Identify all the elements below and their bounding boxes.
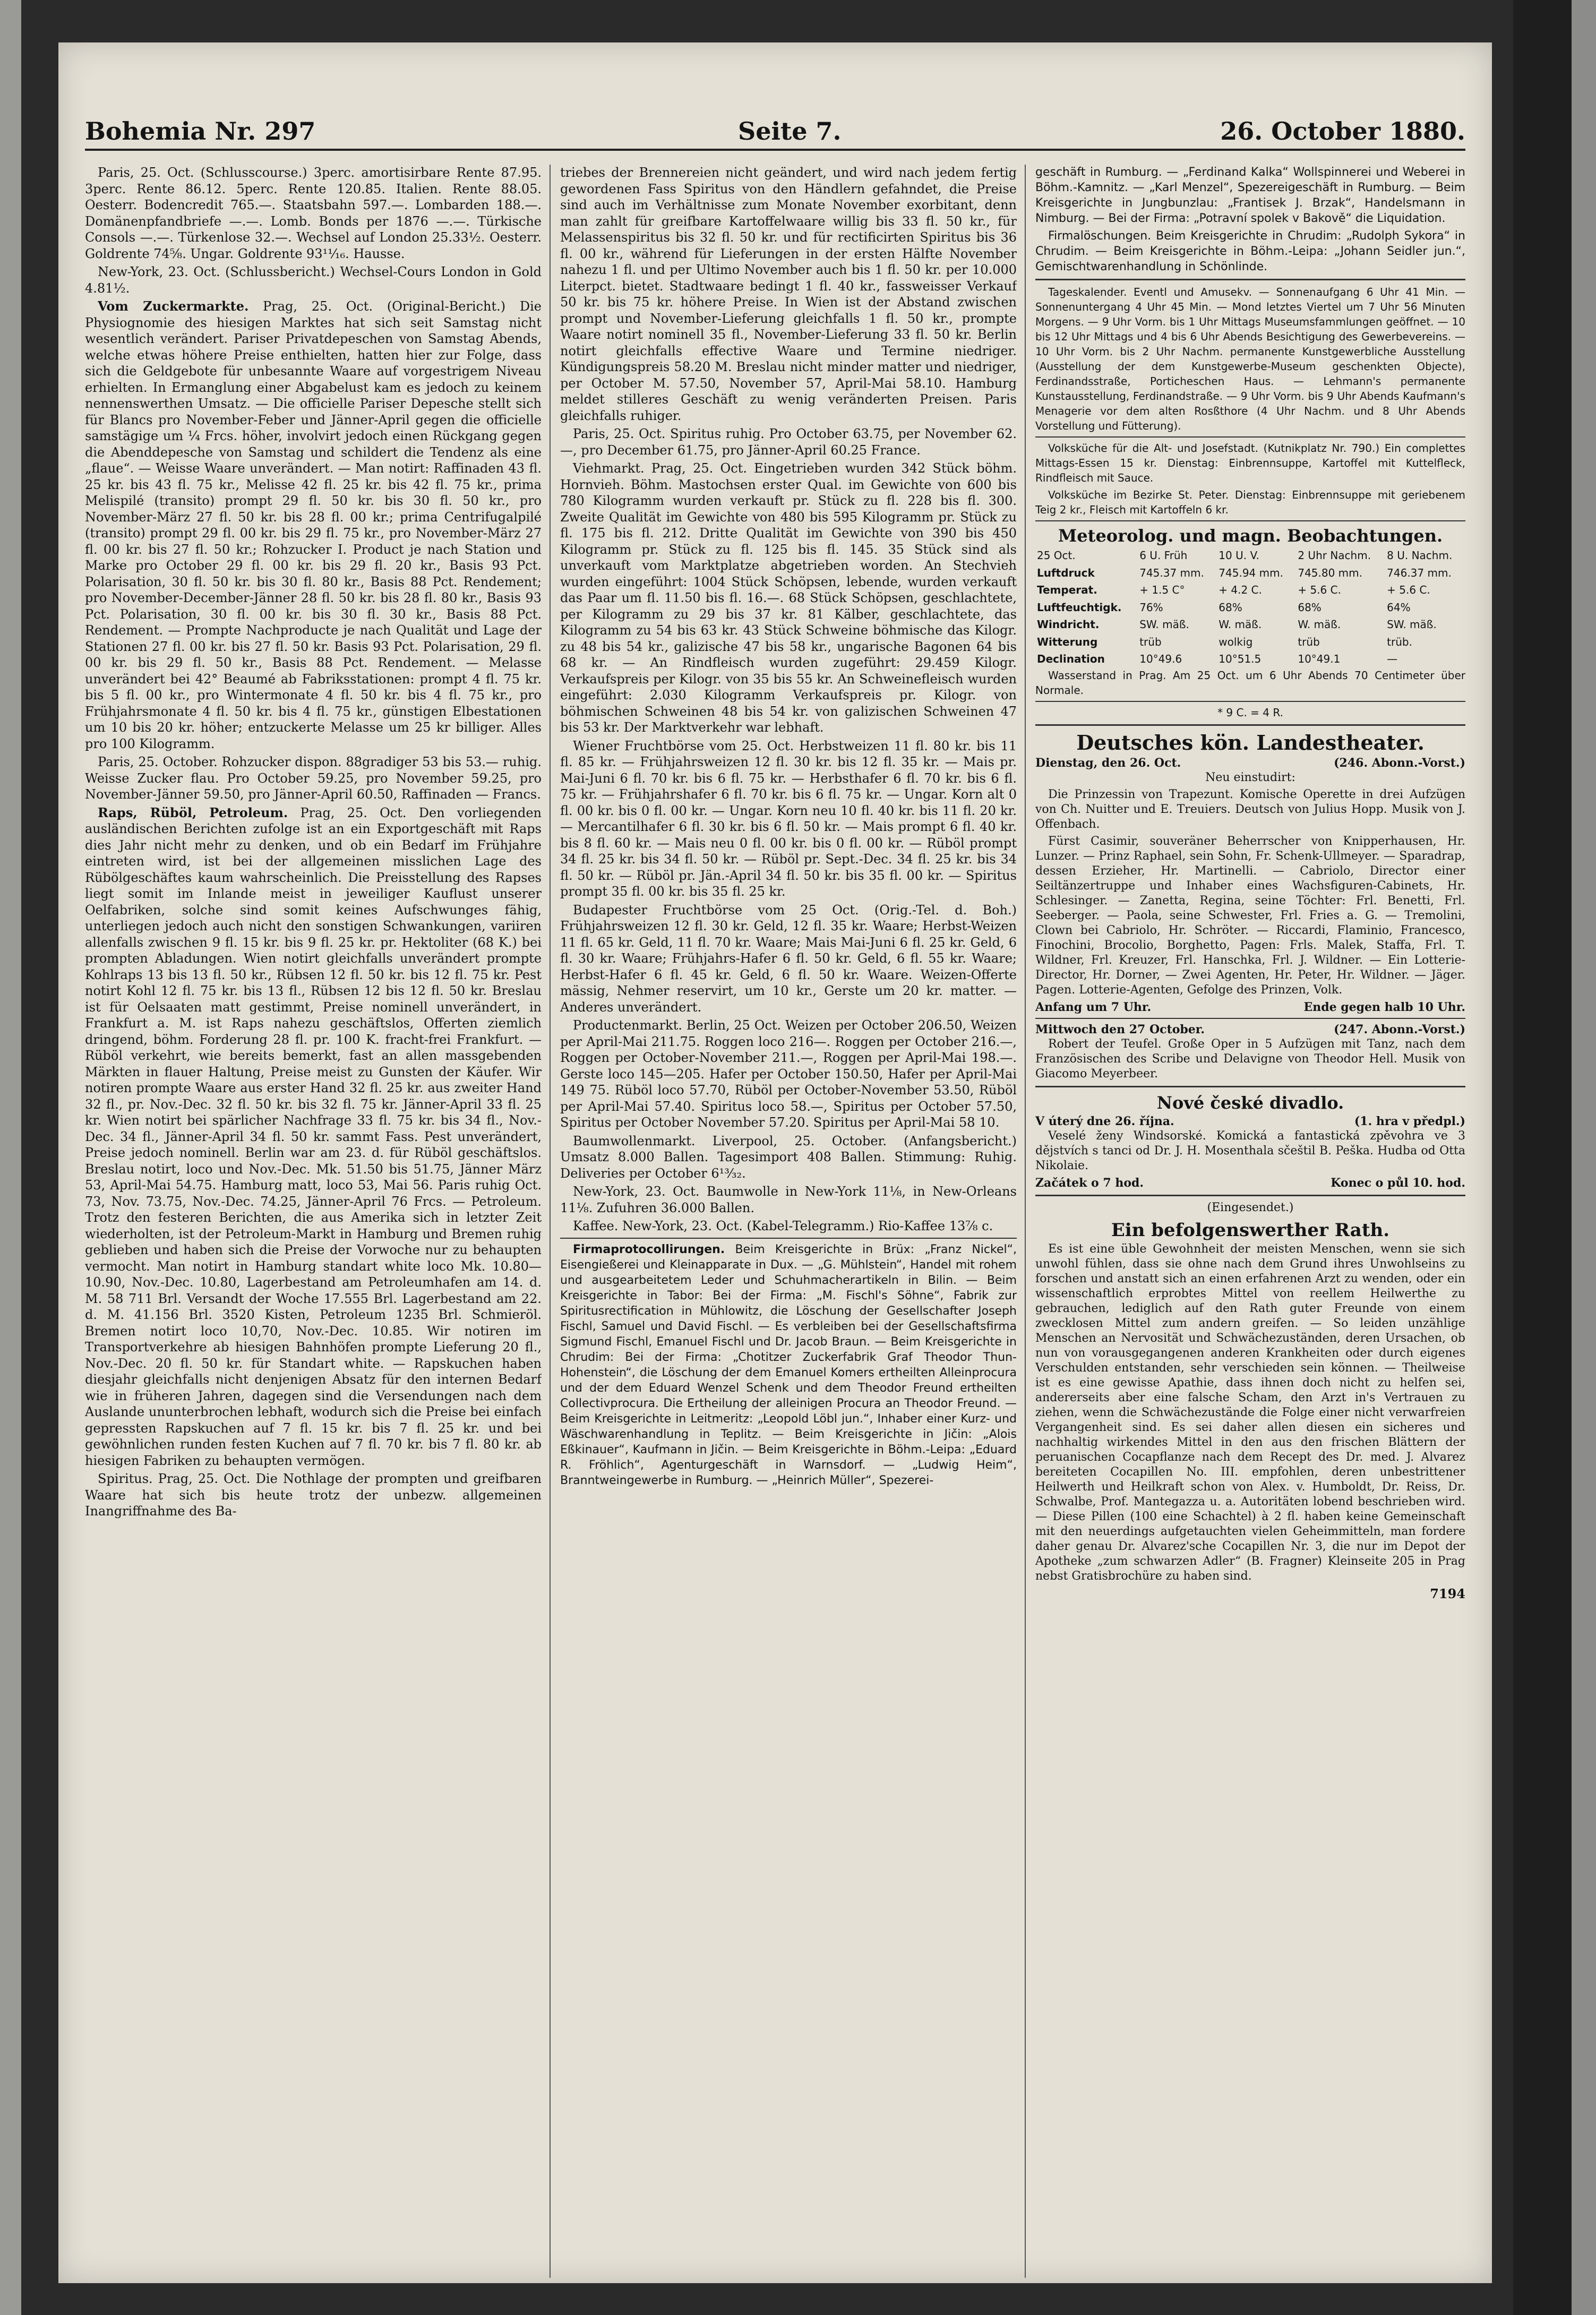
- weather-cell: —: [1387, 653, 1398, 665]
- weather-cell: + 4.2 C.: [1219, 584, 1262, 596]
- german-theater-date-row: [1035, 756, 1465, 770]
- paris-exchange: Paris, 25. Oct. (Schlusscourse.) 3perc. amortisirbare Rente 87.95. 3perc. Rente 86.12. 5perc. Rente 120.85. Italien. Rente 88.05. Oesterr. Bodencredit 765.—. Staatsbahn 597.—. Lombarden 188.—. Domänenpfandbriefe —.—. Lomb. Bonds per 1876 —.—. Türkische Consols —.—. Türkenlose 32.—. Wechsel auf London 25.33½. Oesterr. Goldrente 74⅝. Ungar. Goldrente 93¹¹⁄₁₆. Hausse.: [85, 165, 542, 261]
- soup-kitchen-1: Volksküche für die Alt- und Josefstadt. (Kutnikplatz Nr. 790.) Ein complettes Mittags-Essen 15 kr. Dienstag: Einbrennsuppe, Kartoffel mit Kuttelfleck, Rindfleisch mit Sauce.: [1035, 442, 1465, 484]
- weather-cell: 10°49.6: [1139, 653, 1182, 665]
- czech-theater-play: Veselé ženy Windsorské. Komická a fantastická zpěvohra ve 3 dějstvích s tanci od Dr. J. H. Mosenthala sčeštil B. Peška. Hudba od Otta Nikolaie.: [1035, 1129, 1465, 1172]
- theater-subscription: (246. Abonn.-Vorst.): [1334, 756, 1465, 770]
- weather-label: Temperat.: [1037, 584, 1097, 596]
- page-number: Seite 7.: [738, 117, 842, 145]
- scan-left-edge: [0, 0, 21, 2315]
- masthead-issue: Bohemia Nr. 297: [85, 117, 316, 145]
- column-3: [1035, 165, 1465, 2278]
- weather-label: Windricht.: [1037, 618, 1100, 631]
- weather-cell: + 5.6 C.: [1298, 584, 1341, 596]
- raps-market: [85, 805, 542, 1469]
- page-header: [85, 117, 1465, 151]
- theater2-play: Robert der Teufel. Große Oper in 5 Aufzügen mit Tanz, nach dem Französischen des Scribe und Delavigne von Theodor Hell. Musik von Giacomo Meyerbeer.: [1035, 1037, 1465, 1081]
- ad-number: 7194: [1430, 1585, 1465, 1601]
- column-rule: [550, 165, 551, 2278]
- cotton-market: Baumwollenmarkt. Liverpool, 25. October. (Anfangsbericht.) Umsatz 8.000 Ballen. Tagesimport 408 Ballen. Stimmung: Ruhig. Deliveries per October 6¹³⁄₃₂.: [560, 1133, 1017, 1181]
- weather-cell: 746.37 mm.: [1387, 566, 1452, 579]
- firm-registrations-text: Beim Kreisgerichte in Brüx: „Franz Nickel“, Eisengießerei und Kleinapparate in Dux. — „G. Mühlstein“, Handel mit rohem und ausgearbeitetem Leder und Schuhmacherartikeln in Bilin. — Beim Kreisgerichte in Tabor: Bei der Firma: „M. Fischl's Söhne“, Fabrik zur Spiritusrectification in Mühlowitz, die Löschung der Gesellschafter Joseph Fischl, Samuel und David Fischl. — Es verbleiben bei der Gesellschaftsfirma Sigmund Fischl, Emanuel Fischl und Dr. Jacob Braun. — Beim Kreisgerichte in Chrudim: Bei der Firma: „Chotitzer Zuckerfabrik Graf Theodor Thun-Hohenstein“, die Löschung der dem Emanuel Komers ertheilten Alleinprocura und der dem Eduard Wenzel Schenk und dem Theodor Freund ertheilten Collectivprocura. Die Ertheilung der alleinigen Procura an Theodor Freund. — Beim Kreisgerichte in Leitmeritz: „Leopold Löbl jun.“, Inhaber einer Kurz- und Wäschwarenhandlung in Teplitz. — Beim Kreisgerichte in Jičin: „Alois Eßkinauer“, Kaufmann in Jičin. — Beim Kreisgerichte in Böhm.-Leipa: „Eduard R. Fröhlich“, Agenturgeschäft in Warnsdorf. — „Ludwig Heim“, Branntweingewerbe in Rumburg. — „Heinrich Müller“, Spezerei-: [560, 1242, 1017, 1487]
- temperature-note: * 9 C. = 4 R.: [1217, 706, 1283, 719]
- weather-cell: W. mäß.: [1219, 618, 1262, 631]
- advice-title: Ein befolgenswerther Rath.: [1111, 1219, 1390, 1241]
- newyork-cotton: New-York, 23. Oct. Baumwolle in New-York 11⅛, in New-Orleans 11⅛. Zufuhren 36.000 Ballen.: [560, 1184, 1017, 1215]
- weather-cell: 745.94 mm.: [1219, 566, 1283, 579]
- column-rule: [1025, 165, 1026, 2278]
- theater-play: Die Prinzessin von Trapezunt. Komische Operette in drei Aufzügen von Ch. Nuitter und E. Treuiers. Deutsch von Julius Hopp. Musik von J. Offenbach.: [1035, 787, 1465, 831]
- column-2: [560, 165, 1017, 2278]
- weather-title: Meteorolog. und magn. Beobachtungen.: [1058, 526, 1443, 546]
- weather-cell: trüb.: [1387, 635, 1412, 648]
- theater-start: Anfang um 7 Uhr.: [1035, 1000, 1152, 1014]
- weather-cell: trüb: [1139, 635, 1162, 648]
- water-level: Wasserstand in Prag. Am 25 Oct. um 6 Uhr Abends 70 Centimeter über Normale.: [1035, 668, 1465, 697]
- weather-cell: SW. mäß.: [1139, 618, 1189, 631]
- weather-row: [1035, 599, 1465, 616]
- weather-cell: SW. mäß.: [1387, 618, 1437, 631]
- theater2-date-row: [1035, 1022, 1465, 1037]
- weather-cell: 68%: [1219, 601, 1242, 614]
- weather-table: [1035, 547, 1465, 668]
- weather-row: [1035, 564, 1465, 582]
- weather-head-cell: 2 Uhr Nachm.: [1298, 549, 1371, 562]
- firm-registrations: [560, 1242, 1017, 1488]
- czech-theater-title: Nové české divadlo.: [1156, 1092, 1344, 1113]
- weather-row: [1035, 633, 1465, 651]
- raps-title: Raps, Rüböl, Petroleum.: [98, 804, 288, 820]
- weather-cell: wolkig: [1219, 635, 1253, 648]
- spiritus-continued: triebes der Brennereien nicht geändert, und wird nach jedem fertig gewordenen Fass Spiritus von den Händlern gefahndet, die Preise sind auch im Verhältnisse zum Monate November exorbitant, denn man zahlt für greifbare Kartoffelwaare willig bis 33 fl. 50 kr., für Melassenspiritus bis 32 fl. 50 kr. und für rectificirten Spiritus bis 36 fl. 00 kr., während für Lieferungen in der ersten Hälfte November nahezu 1 fl. und per Ultimo November auch bis 1 fl. 50 kr. per 10.000 Literpct. bietet. Stadtwaare bedingt 1 fl. 40 kr., fassweisser Verkauf 50 kr. bis 75 kr. höhere Preise. In Wien ist der Abstand zwischen prompt und November-Lieferung gleichfalls 1 fl. 50 kr., prompte Waare notirt nominell 35 fl., November-Lieferung 33 fl. 50 kr. Berlin notirt gleichfalls effective Waare und Termine niedriger. Kündigungspreis 58.20 M. Breslau nicht minder matter und niedriger, per October M. 57.50, November 57, April-Mai 58.10. Hamburg meldet stilleres Geschäft zu wenig veränderten Preisen. Paris gleichfalls ruhiger.: [560, 165, 1017, 423]
- theater-times: [1035, 1000, 1465, 1015]
- daily-calendar: Tageskalender. Eventl und Amusekv. — Sonnenaufgang 6 Uhr 41 Min. — Sonnenuntergang 4 Uhr 45 Min. — Mond letztes Viertel um 7 Uhr 56 Minuten Morgens. — 9 Uhr Vorm. bis 1 Uhr Mittags Museumsfammlungen geöffnet. — 10 bis 12 Uhr Mittags und 4 bis 6 Uhr Abends Besichtigung des Gewerbevereins. — 10 Uhr Vorm. bis 2 Uhr Nachm. permanente Kunstgewerbliche Ausstellung (Ausstellung der dem Kunstgewerbe-Museum geschenkten Objecte), Ferdinandsstraße, Porticheschen Haus. — Lehmann's permanente Kunstausstellung, Ferdinandstraße. — 9 Uhr Vorm. bis 9 Uhr Abends Kaufmann's Menagerie vor dem alten Rosßthore (4 Uhr Nachm. und 8 Uhr Abends Vorstellung und Fütterung).: [1035, 286, 1465, 432]
- produce-market: Productenmarkt. Berlin, 25 Oct. Weizen per October 206.50, Weizen per April-Mai 211.75. Roggen loco 216—. Roggen per October 216.—, Roggen per October-November 211.—, Roggen per April-Mai 198.—. Gerste loco 145—205. Hafer per October 150.50, Hafer per April-Mai 149 75. Rüböl loco 57.70, Rüböl per October-November 53.50, Rüböl per April-Mai 57.40. Spiritus loco 58.—, Spiritus per October 57.50, Spiritus per October November 57.20. Spiritus per April-Mai 58 10.: [560, 1018, 1017, 1130]
- scan-right-edge: [1572, 0, 1596, 2315]
- advice-text: Es ist eine üble Gewohnheit der meisten Menschen, wenn sie sich unwohl fühlen, dass sie ohne nach dem Grund ihres Unwohlseins zu forschen und anstatt sich an einen erfahrenen Arzt zu wenden, oder ein wissenschaftlich erprobtes Mittel von reellem Heilwerthe zu gebrauchen, lediglich auf den Rath guter Freunde von einem zwecklosen Mittel zum andern greifen. — So leiden unzählige Menschen an Nervosität und Schwächezuständen, deren Ursachen, ob nun von vorausgegangenen anderen Krankheiten oder durch eigenes Verschulden entstanden, sehr verschieden sein können. — Theilweise ist es eine gewisse Apathie, dass ihnen doch nicht zu helfen sei, andererseits aber eine falsche Scham, den Arzt in's Vertrauen zu ziehen, wenn die Schwächezustände die Folge einer nicht verwarfreien Vergangenheit sind. Es sei daher allen diesen ein sicheres und nachhaltig wirkendes Mittel in den aus den frischen Blättern der peruanischen Cocapflanze nach dem Recept des Dr. med. J. Alvarez bereiteten Cocapillen No. III. empfohlen, deren unbestrittener Heilwerth und Heilkraft schon von Alex. v. Humboldt, Dr. Reiss, Dr. Schwalbe, Prof. Mantegazza u. a. Autoritäten lobend beschrieben wird. — Diese Pillen (100 eine Schachtel) à 2 fl. haben keine Gemeinschaft mit den neuerdings aufgetauchten vielen Geheimmitteln, man fordere daher genau Dr. Alvarez'sche Cocapillen Nr. 3, die nur im Depot der Apotheke „zum schwarzen Adler“ (B. Fragner) Kleinseite 205 in Prag nebst Gratisbrochüre zu haben sind.: [1035, 1242, 1465, 1583]
- soup-kitchen-2: Volksküche im Bezirke St. Peter. Dienstag: Einbrennsuppe mit geriebenem Teig 2 kr., Fleisch mit Kartoffeln 6 kr.: [1035, 488, 1465, 516]
- divider: [1035, 279, 1465, 280]
- weather-cell: 745.80 mm.: [1298, 566, 1363, 579]
- weather-cell: 10°51.5: [1219, 653, 1262, 665]
- weather-row: [1035, 581, 1465, 599]
- newspaper-page: [58, 42, 1492, 2283]
- paris-sugar: Paris, 25. October. Rohzucker dispon. 88gradiger 53 bis 53.— ruhig. Weisse Zucker flau. Pro October 59.25, pro November 59.25, pro November-Jänner 59.50, pro Jänner-April 60.50, Raffinaden — Francs.: [85, 754, 542, 802]
- weather-cell: 64%: [1387, 601, 1411, 614]
- theater2-date: Mittwoch den 27 October.: [1035, 1022, 1205, 1036]
- weather-cell: + 1.5 C°: [1139, 584, 1185, 596]
- weather-label: Declination: [1037, 653, 1105, 665]
- divider: [1035, 724, 1465, 726]
- weather-label: Witterung: [1037, 635, 1098, 648]
- firm-registrations-title: Firmaprotocollirungen.: [573, 1242, 725, 1256]
- weather-head-cell: 8 U. Nachm.: [1387, 549, 1453, 562]
- divider: [1035, 701, 1465, 702]
- spiritus-market: Spiritus. Prag, 25. Oct. Die Nothlage der prompten und greifbaren Waare hat sich bis heute trotz der unbezw. allgemeinen Inangriffnahme des Ba-: [85, 1471, 542, 1519]
- theater-new-staging: Neu einstudirt:: [1205, 770, 1295, 784]
- vienna-grain: Wiener Fruchtbörse vom 25. Oct. Herbstweizen 11 fl. 80 kr. bis 11 fl. 85 kr. — Frühjahrsweizen 12 fl. 30 kr. bis 12 fl. 35 kr. — Mais pr. Mai-Juni 6 fl. 70 kr. bis 6 fl. 75 kr. — Herbsthafer 6 fl. 70 kr. bis 6 fl. 75 kr. — Frühjahrshafer 6 fl. 70 kr. bis 6 fl. 75 kr. — Ungar. Korn alt 0 fl. 00 kr. bis 0 fl. 00 kr. — Ungar. Korn neu 10 fl. 40 kr. bis 11 fl. 20 kr. — Mercantilhafer 6 fl. 30 kr. bis 6 fl. 50 kr. — Mais prompt 6 fl. 40 kr. bis 8 fl. 60 kr. — Mais neu 0 fl. 00 kr. bis 0 fl. 00 kr. — Rüböl prompt 34 fl. 25 kr. bis 34 fl. 50 kr. — Rüböl pr. Sept.-Dec. 34 fl. 25 kr. bis 34 fl. 50 kr. — Rüböl pr. Jän.-April 34 fl. 50 kr. bis 35 fl. 00 kr. — Spiritus prompt 35 fl. 00 kr. bis 35 fl. 25 kr.: [560, 738, 1017, 899]
- czech-theater-subscription: (1. hra v předpl.): [1354, 1114, 1465, 1128]
- budapest-grain: Budapester Fruchtbörse vom 25 Oct. (Orig.-Tel. d. Boh.) Frühjahrsweizen 12 fl. 30 kr. Geld, 12 fl. 35 kr. Waare; Herbst-Weizen 11 fl. 65 kr. Geld, 11 fl. 70 kr. Waare; Mais Mai-Juni 6 fl. 25 kr. Geld, 6 fl. 30 kr. Waare; Frühjahrs-Hafer 6 fl. 50 kr. Geld, 6 fl. 55 kr. Waare; Herbst-Hafer 6 fl. 45 kr. Geld, 6 fl. 50 kr. Waare. Weizen-Offerte mässig, Nehmer reservirt, um 10 kr., Gerste um 20 kr. matter. — Anderes unverändert.: [560, 902, 1017, 1015]
- weather-head-row: [1035, 547, 1465, 564]
- theater2-subscription: (247. Abonn.-Vorst.): [1334, 1022, 1465, 1036]
- sugar-market: [85, 298, 542, 752]
- weather-cell: 76%: [1139, 601, 1163, 614]
- sugar-text: Prag, 25. Oct. (Original-Bericht.) Die Physiognomie des hiesigen Marktes hat sich seit Samstag nicht wesentlich verändert. Pariser Privatdepeschen von Samstag Abends, welche etwas höhere Preise enthielten, hatten hier zur Folge, dass sich die Geldgebote für unbesannte Waare auf vorgestrigem Niveau erhielten. In Ermanglung einer Abgabelust kam es jedoch zu keinem nennenswerthen Umsatz. — Die officielle Pariser Depesche stellt sich für Blancs pro November-Feber und Jänner-April gegen die officielle samstägige um ¼ Frcs. höher, involvirt jedoch einen Rückgang gegen die Abenddepesche von Samstag und schildert die Tendenz als eine „flaue“. — Weisse Waare unverändert. — Man notirt: Raffinaden 43 fl. 25 kr. bis 43 fl. 75 kr., Melisse 42 fl. 25 kr. bis 42 fl. 75 kr., prima Melispilé (transito) prompt 29 fl. 50 kr. bis 30 fl. 50 kr., pro November-März 27 fl. 50 kr. bis 28 fl. 00 kr.; prima Centrifugalpilé (transito) prompt 29 fl. 00 kr. bis 29 fl. 75 kr., pro November-März 27 fl. 00 kr. bis 27 fl. 50 kr.; Rohzucker I. Product je nach Station und Marke pro October 29 fl. 00 kr. bis 29 fl. 20 kr., Basis 93 Pct. Polarisation, 30 fl. 50 kr. bis 30 fl. 80 kr., Basis 88 Pct. Rendement; pro November-December-Jänner 28 fl. 50 kr. bis 28 fl. 80 kr., Basis 93 Pct. Polarisation, 30 fl. 00 kr. bis 30 fl. 30 kr., Basis 88 Pct. Rendement. — Prompte Nachproducte je nach Qualität und Lage der Stationen 27 fl. 00 kr. bis 27 fl. 50 kr. Basis 93 Pct. Polarisation, 29 fl. 00 kr. bis 29 fl. 50 kr., Basis 88 Pct. Rendement. — Melasse unverändert bei 42° Beaumé ab Fabriksstationen: prompt 4 fl. 75 kr. bis 5 fl. 00 kr., pro Wintermonate 4 fl. 50 kr. bis 4 fl. 75 kr., pro Frühjahrsmonate 4 fl. 50 kr. bis 4 fl. 75 kr., günstigen Elbestationen um 10 bis 20 kr. höher; entzuckerte Melasse um 25 kr billiger. Alles pro 100 Kilogramm.: [85, 299, 542, 751]
- weather-cell: 68%: [1298, 601, 1322, 614]
- divider: [1035, 1018, 1465, 1019]
- newyork-exchange: New-York, 23. Oct. (Schlussbericht.) Wechsel-Cours London in Gold 4.81½.: [85, 264, 542, 296]
- theater-cast: Fürst Casimir, souveräner Beherrscher von Knipperhausen, Hr. Lunzer. — Prinz Raphael, sein Sohn, Fr. Schenk-Ullmeyer. — Sparadrap, dessen Erzieher, Hr. Martinelli. — Cabriolo, Director einer Seiltänzertruppe und Inhaber eines Wachsfiguren-Cabinets, Hr. Schlesinger. — Zanetta, Regina, seine Töchter: Frl. Benetti, Frl. Seeberger. — Paola, seine Schwester, Frl. Fries a. G. — Tremolini, Clown bei Cabriolo, Hr. Schröter. — Riccardi, Flaminio, Francesco, Finochini, Brocolio, Borghetto, Pagen: Frls. Malek, Staffa, Frl. T. Wildner, Frl. Kreuzer, Frl. Hanschka, Frl. J. Wildner. — Ein Lotterie-Director, Hr. Dorner, — Zwei Agenten, Hr. Peter, Hr. Wildner. — Jäger. Pagen. Lotterie-Agenten, Gefolge des Prinzen, Volk.: [1035, 834, 1465, 997]
- divider: [1035, 1195, 1465, 1196]
- weather-head-cell: 10 U. V.: [1219, 549, 1259, 562]
- czech-theater-end: Konec o půl 10. hod.: [1331, 1176, 1465, 1190]
- weather-cell: 745.37 mm.: [1139, 566, 1204, 579]
- theater-end: Ende gegen halb 10 Uhr.: [1303, 1000, 1465, 1014]
- weather-label: Luftfeuchtigk.: [1037, 601, 1122, 614]
- weather-head-cell: 6 U. Früh: [1139, 549, 1188, 562]
- firm-registrations-continued: geschäft in Rumburg. — „Ferdinand Kalka“ Wollspinnerei und Weberei in Böhm.-Kamnitz. — „Karl Menzel“, Spezereigeschäft in Rumburg. — Beim Kreisgerichte in Jungbunzlau: „Frantisek J. Brzak“, Handelsmann in Nimburg. — Bei der Firma: „Potravní spolek v Bakově“ die Liquidation.: [1035, 166, 1465, 225]
- czech-theater-date-row: [1035, 1114, 1465, 1129]
- sugar-title: Vom Zuckermarkte.: [98, 298, 249, 314]
- czech-theater-date: V úterý dne 26. října.: [1035, 1114, 1174, 1128]
- weather-row: [1035, 616, 1465, 633]
- paris-spiritus: Paris, 25. Oct. Spiritus ruhig. Pro October 63.75, per November 62.—, pro December 61.75, pro Jänner-April 60.25 France.: [560, 426, 1017, 458]
- weather-cell: 10°49.1: [1298, 653, 1341, 665]
- weather-cell: W. mäß.: [1298, 618, 1341, 631]
- firm-deletions: Firmalöschungen. Beim Kreisgerichte in Chrudim: „Rudolph Sykora“ in Chrudim. — Beim Kreisgerichte in Böhm.-Leipa: „Johann Seidler jun.“, Gemischtwarenhandlung in Schönlinde.: [1035, 229, 1465, 273]
- coffee-market: Kaffee. New-York, 23. Oct. (Kabel-Telegramm.) Rio-Kaffee 13⅞ c.: [573, 1219, 993, 1233]
- divider: [1035, 520, 1465, 521]
- issue-date: 26. October 1880.: [1220, 117, 1465, 145]
- weather-cell: trüb: [1298, 635, 1320, 648]
- submitted-label: (Eingesendet.): [1207, 1201, 1294, 1214]
- raps-text: Prag, 25. Oct. Den vorliegenden ausländischen Berichten zufolge ist an ein Exportgeschäft mit Raps dies Jahr nicht mehr zu denken, und ob ein Bedarf im Frühjahre eintreten wird, ist bei der allgemeinen misslichen Lage des Rübölgeschäftes kaum wahrscheinlich. Die Preisstellung des Rapses liegt somit im Inlande meist in jeweiliger Kauflust unserer Oelfabriken, solche sind somit keines Aufschwunges fähig, unterliegen jedoch auch nicht den sonstigen Schwankungen, variiren allenfalls zwischen 9 fl. 15 kr. bis 9 fl. 25 kr. pr. Hektoliter (68 K.) bei prompten Abladungen. Wien notirt gleichfalls unverändert prompte Kohlraps 13 bis 13 fl. 50 kr., Rübsen 12 fl. 50 kr. bis 12 fl. 75 kr. Pest notirt Kohl 12 fl. 75 kr. bis 13 fl., Rübsen 12 bis 12 fl. 50 kr. Breslau ist für Oelsaaten matt gestimmt, Preise nominell unverändert, in Frankfurt a. M. ist Raps nahezu geschäftslos, Offerten ziemlich dringend, böhm. Forderung 28 fl. pr. 100 K. fracht-frei Frankfurt. — Rüböl verkehrt, wie bereits bemerkt, fast an allen massgebenden Märkten in flauer Haltung, Preise meist zu Gunsten der Käufer. Wir notiren prompte Waare aus erster Hand 32 fl. 25 kr. aus zweiter Hand 32 fl., pr. Nov.-Dec. 32 fl. 50 kr. bis 32 fl. 75 kr. Jänner-April 33 fl. 25 kr. Wien notirt bei spärlicher Nachfrage 33 fl. 75 kr. bis 34 fl., Nov.-Dec. 34 fl., Jänner-April 34 fl. 50 kr. sammt Fass. Pest unverändert, Preise jedoch nominell. Berlin war am 23. d. für Rüböl geschäftslos. Breslau notirt, loco und Nov.-Dec. Mk. 51.50 bis 51.75, Jänner März 53, April-Mai 54.75. Hamburg matt, loco 53, Mai 56. Paris ruhig Oct. 73, Nov. 73.75, Nov.-Dec. 74.25, Jänner-April 76 Frcs. — Petroleum. Trotz den festeren Berichten, die aus Amerika sich in letzter Zeit wiederholten, ist der Petroleum-Markt in Hamburg und Bremen ruhig geblieben und haben sich die Preise der Vorwoche nur zu behaupten vermocht. Man notirt in Hamburg standart white loco Mk. 10.80—10.90, Nov.-Dec. 10.80, Lagerbestand am Petroleumhafen am 14. d. M. 58 711 Brl. Versandt der Woche 17.555 Brl. Lagerbestand am 22. d. M. 41.156 Brl. 3520 Kisten, Petroleum 1235 Brl. Schmieröl. Bremen notirt loco 10,70, Nov.-Dec. 10.85. Wir notiren im Transportverkehre ab hiesigen Bahnhöfen prompte Lieferung 20 fl., Nov.-Dec. 20 fl. 50 kr. für Standart white. — Rapskuchen haben diesjahr gleichfalls nicht denjenigen Absatz für den internen Bedarf wie in früheren Jahren, dagegen sind die Versendungen nach dem Auslande ununterbrochen lebhaft, wodurch sich die Preise bei einfach gepressten Rapskuchen auf 7 fl. 15 kr. bis 7 fl. 25 kr. und bei gewöhnlichen runden festen Kuchen auf 7 fl. 70 kr. bis 7 fl. 80 kr. ab hiesigen Fabriken zu behaupten vermögen.: [85, 805, 542, 1468]
- divider: [1035, 1086, 1465, 1087]
- czech-theater-times: [1035, 1176, 1465, 1190]
- weather-head-cell: 25 Oct.: [1037, 549, 1076, 562]
- czech-theater-start: Začátek o 7 hod.: [1035, 1176, 1144, 1190]
- cattle-market: Viehmarkt. Prag, 25. Oct. Eingetrieben wurden 342 Stück böhm. Hornvieh. Böhm. Mastochsen erster Qual. im Gewichte von 600 bis 780 Kilogramm wurden verkauft pr. Stück zu fl. 228 bis fl. 300. Zweite Qualität im Gewichte von 480 bis 595 Kilogramm pr. Stück zu fl. 175 bis fl. 212. Dritte Qualität im Gewichte von 390 bis 450 Kilogramm pr. Stück zu fl. 125 bis fl. 145. 35 Stück sind als unverkauft vom Marktplatze abgetrieben worden. An Stechvieh wurden eingeführt: 1004 Stück Schöpsen, lebende, wurden verkauft das Paar um fl. 11.50 bis fl. 16.—. 68 Stück Schöpsen, geschlachtete, per Kilogramm zu 29 bis 37 kr. 81 Kälber, geschlachtete, das Kilogramm zu 54 bis 63 kr. 43 Stück Schweine böhmische das Kilogr. zu 48 bis 54 kr., galizische 47 bis 58 kr., ungarische Bagonen 64 bis 68 kr. — An Rindfleisch wurden zugeführt: 29.459 Kilogr. Verkaufspreis per Kilogr. von 35 bis 55 kr. An Schweinefleisch wurden eingeführt: 2.030 Kilogramm Verkaufspreis pr. Kilogr. von böhmischen Schweinen 48 bis 54 kr. von galizischen Schweinen 47 bis 53 kr. Der Marktverkehr war lebhaft.: [560, 461, 1017, 735]
- divider: [1035, 436, 1465, 438]
- column-1: [85, 165, 542, 2278]
- weather-label: Luftdruck: [1037, 566, 1095, 579]
- divider: [560, 1238, 1017, 1239]
- weather-row: [1035, 650, 1465, 668]
- german-theater-title: Deutsches kön. Landestheater.: [1076, 730, 1425, 754]
- theater-date: Dienstag, den 26. Oct.: [1035, 756, 1181, 770]
- weather-cell: + 5.6 C.: [1387, 584, 1430, 596]
